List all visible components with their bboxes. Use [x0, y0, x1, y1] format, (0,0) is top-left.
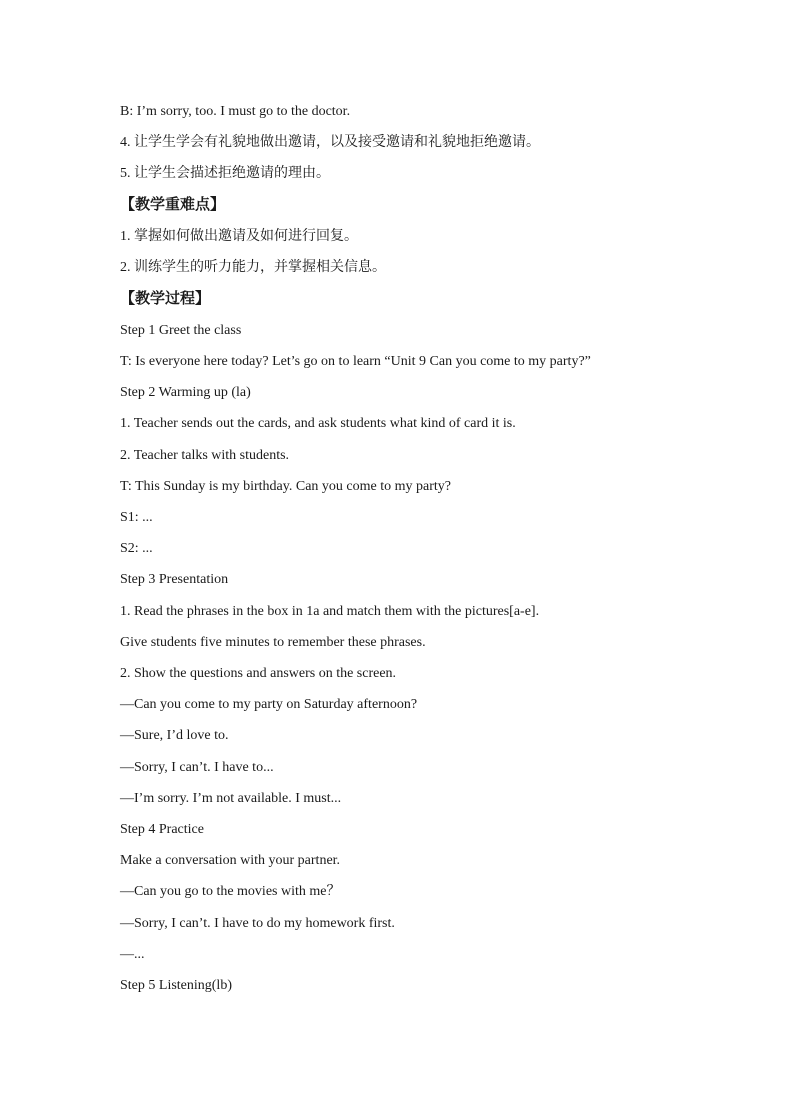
practice-ellipsis: —... — [120, 947, 145, 962]
step-2-title: Step 2 Warming up (la) — [120, 385, 251, 400]
dialogue-decline-1: —Sorry, I can’t. I have to... — [120, 760, 274, 775]
step-3-item-1-note: Give students five minutes to remember these phrases. — [120, 635, 426, 650]
dialogue-decline-2: —I’m sorry. I’m not available. I must... — [120, 791, 342, 806]
practice-answer: —Sorry, I can’t. I have to do my homework first. — [120, 916, 395, 931]
step-5-title: Step 5 Listening(lb) — [120, 978, 232, 993]
section-heading-key-points: 【教学重难点】 — [120, 197, 226, 213]
key-point-item-2: 2. 训练学生的听力能力，并掌握相关信息。 — [120, 260, 386, 275]
step-3-item-2: 2. Show the questions and answers on the screen. — [120, 666, 397, 681]
step-2-item-1: 1. Teacher sends out the cards, and ask students what kind of card it is. — [120, 416, 516, 431]
step-2-item-2: 2. Teacher talks with students. — [120, 448, 290, 463]
step-3-title: Step 3 Presentation — [120, 572, 229, 587]
step-1-title: Step 1 Greet the class — [120, 323, 242, 338]
objective-item-4: 4. 让学生学会有礼貌地做出邀请，以及接受邀请和礼貌地拒绝邀请。 — [120, 135, 540, 150]
step-1-teacher-line: T: Is everyone here today? Let’s go on to learn “Unit 9 Can you come to my party?” — [120, 354, 591, 369]
objective-item-5: 5. 让学生会描述拒绝邀请的理由。 — [120, 166, 330, 181]
student-1-line: S1: ... — [120, 510, 153, 525]
dialogue-question: —Can you come to my party on Saturday afternoon? — [120, 697, 418, 712]
step-4-title: Step 4 Practice — [120, 822, 204, 837]
teacher-question-line: T: This Sunday is my birthday. Can you come to my party? — [120, 479, 451, 494]
practice-question: —Can you go to the movies with me？ — [120, 884, 341, 899]
step-3-item-1: 1. Read the phrases in the box in 1a and match them with the pictures[a-e]. — [120, 604, 540, 619]
student-2-line: S2: ... — [120, 541, 153, 556]
key-point-item-1: 1. 掌握如何做出邀请及如何进行回复。 — [120, 229, 358, 244]
dialogue-line-b: B: I’m sorry, too. I must go to the doctor. — [120, 104, 351, 119]
step-4-instruction: Make a conversation with your partner. — [120, 853, 341, 868]
section-heading-process: 【教学过程】 — [120, 291, 211, 307]
dialogue-accept: —Sure, I’d love to. — [120, 728, 229, 743]
